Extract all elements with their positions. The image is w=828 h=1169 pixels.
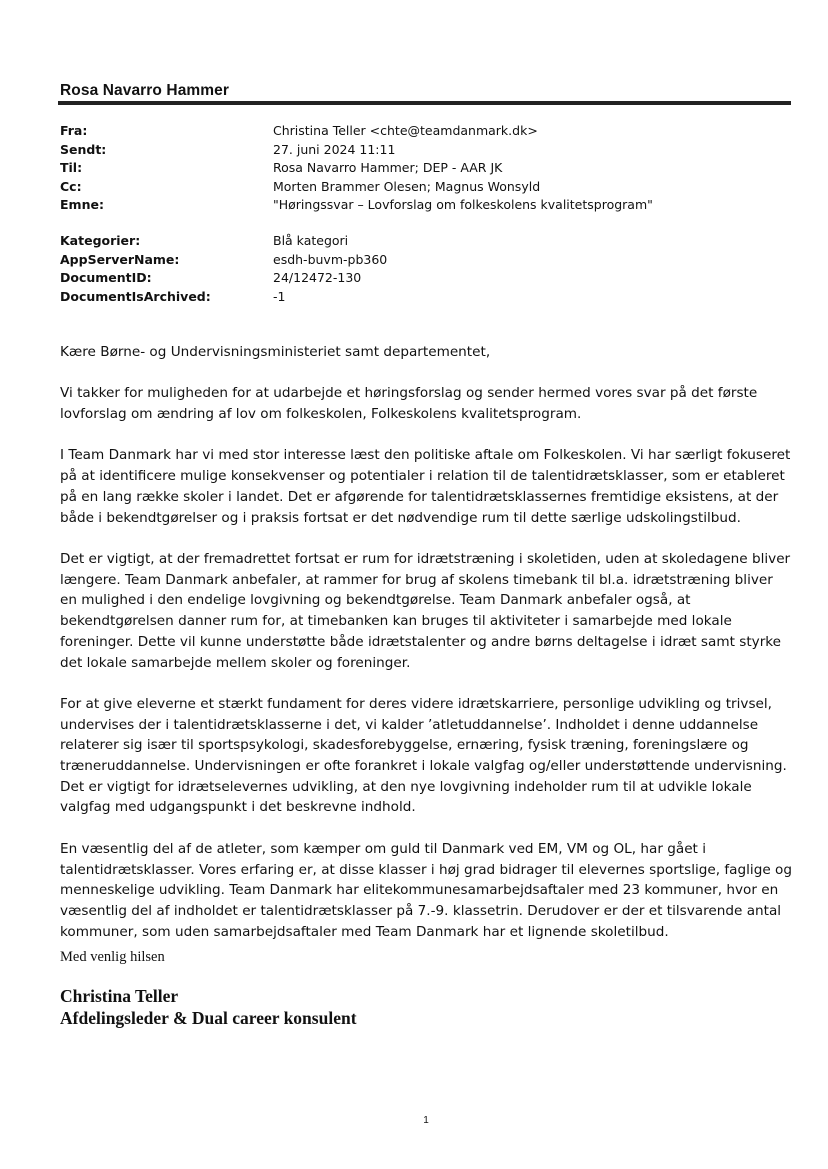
- body-line: valgfag med udgangspunkt i det beskrevne indhold.: [60, 799, 416, 816]
- property-value: -1: [273, 288, 286, 304]
- property-label: DocumentIsArchived:: [60, 288, 211, 304]
- header-label: Emne:: [60, 197, 104, 213]
- property-row-categories: [60, 232, 780, 251]
- header-label: Til:: [60, 160, 83, 176]
- body-line: lovforslag om ændring af lov om folkeskolen, Folkeskolens kvalitetsprogram.: [60, 406, 582, 423]
- property-label: Kategorier:: [60, 233, 141, 248]
- property-value: esdh-buvm-pb360: [273, 251, 388, 267]
- property-label: DocumentID:: [60, 270, 152, 286]
- property-value: Blå kategori: [273, 233, 349, 248]
- signature-block: [60, 985, 357, 1029]
- body-line: det lokale samarbejde mellem skoler og foreninger.: [60, 654, 411, 671]
- header-value: Christina Teller <chte@teamdanmark.dk>: [273, 123, 538, 138]
- body-line: En væsentlig del af de atleter, som kæmper om guld til Danmark ved EM, VM og OL, har gået i: [60, 840, 706, 857]
- header-row-cc: [60, 178, 780, 197]
- body-line: væsentlig del af indholdet er talentidrætsklasser på 7.-9. klassetrin. Derudover er der et tilsvarende antal: [60, 902, 782, 919]
- body-paragraph: [60, 839, 795, 943]
- body-line: For at give eleverne et stærkt fundament for deres videre idrætskarriere, personlige udvikling og trivsel,: [60, 695, 772, 712]
- header-label: Fra:: [60, 123, 88, 138]
- header-value: Rosa Navarro Hammer; DEP - AAR JK: [273, 160, 503, 176]
- greeting-paragraph: [60, 342, 795, 363]
- body-line: kommuner, som uden samarbejdsaftaler med Team Danmark har et lignende skoletilbud.: [60, 923, 669, 940]
- header-divider: [58, 101, 791, 105]
- body-paragraph: [60, 445, 795, 528]
- email-properties: [60, 232, 780, 306]
- header-value: 27. juni 2024 11:11: [273, 141, 396, 157]
- body-line: foreninger. Dette vil kunne understøtte både idrætstalenter og andre børns deltagelse i idræt samt styrke: [60, 633, 782, 650]
- body-line: Vi takker for muligheden for at udarbejde et høringsforslag og sender hermed vores svar på det første: [60, 385, 758, 402]
- header-label: Cc:: [60, 178, 82, 194]
- body-line: relaterer sig især til sportspsykologi, skadesforebyggelse, ernæring, fysisk træning, foreningslære og: [60, 737, 749, 754]
- body-line: på en lang række skoler i landet. Det er afgørende for talentidrætsklassernes fremtidige eksistens, at der: [60, 488, 779, 505]
- property-label: AppServerName:: [60, 251, 180, 267]
- body-paragraph: [60, 694, 795, 818]
- header-row-subject: [60, 196, 780, 215]
- body-paragraph: [60, 383, 795, 424]
- body-line: undervises der i talentidrætsklasserne i det, vi kalder ’atletuddannelse’. Indholdet i denne uddannelse: [60, 716, 759, 733]
- body-line: på at identificere mulige konsekvenser og potentialer i relation til de talentidrætsklasser, som er etableret: [60, 468, 785, 485]
- body-paragraph: [60, 549, 795, 673]
- body-line: I Team Danmark har vi med stor interesse læst den politiske aftale om Folkeskolen. Vi har særligt fokuseret: [60, 447, 791, 464]
- header-value: Morten Brammer Olesen; Magnus Wonsyld: [273, 178, 541, 194]
- body-line: menneskelige udvikling. Team Danmark har elitekommunesamarbejdsaftaler med 23 kommuner, hvor en: [60, 882, 779, 899]
- header-value: "Høringssvar – Lovforslag om folkeskolens kvalitetsprogram": [273, 197, 653, 213]
- header-row-to: [60, 159, 780, 178]
- header-row-from: [60, 122, 780, 141]
- body-line: talentidrætsklasser. Vores erfaring er, at disse klasser i høj grad bidrager til elevernes sportslige, faglige og: [60, 861, 792, 878]
- email-body: [60, 342, 795, 963]
- property-value: 24/12472-130: [273, 270, 362, 286]
- body-line: både i bekendtgørelser og i praksis fortsat er det nødvendige rum til dette særlige udskolingstilbud.: [60, 509, 741, 526]
- body-line: Det er vigtigt, at der fremadrettet fortsat er rum for idrætstræning i skoletiden, uden at skoledagene bliver: [60, 550, 791, 567]
- property-row-document-id: [60, 269, 780, 288]
- header-row-sent: [60, 141, 780, 160]
- signature-name: Christina Teller: [60, 986, 179, 1006]
- page-number: 1: [423, 1115, 429, 1126]
- body-line: træneruddannelse. Undervisningen er ofte forankret i lokale valgfag og/eller understøttende undervisning.: [60, 758, 787, 774]
- mailbox-owner-name: Rosa Navarro Hammer: [60, 82, 230, 99]
- signature-title: Afdelingsleder & Dual career konsulent: [60, 1008, 357, 1028]
- body-line: en mulighed i den endelige lovgivning og bekendtgørelse. Team Danmark anbefaler også, at: [60, 592, 691, 609]
- body-line: bekendtgørelsen danner rum for, at timebanken kan bruges til aktiviteter i samarbejde med lokale: [60, 613, 732, 630]
- body-line: Det er vigtigt for idrætselevernes udvikling, at den nye lovgivning indeholder rum til at udvikle lokale: [60, 778, 752, 795]
- property-row-archived: [60, 288, 780, 307]
- body-line: Kære Børne- og Undervisningsministeriet samt departementet,: [60, 344, 491, 360]
- body-line: længere. Team Danmark anbefaler, at rammer for brug af skolens timebank til bl.a. idrætstræning bliver: [60, 571, 773, 588]
- property-row-app-server: [60, 251, 780, 270]
- closing-phrase: Med venlig hilsen: [60, 949, 165, 965]
- email-headers: [60, 122, 780, 215]
- header-label: Sendt:: [60, 141, 107, 157]
